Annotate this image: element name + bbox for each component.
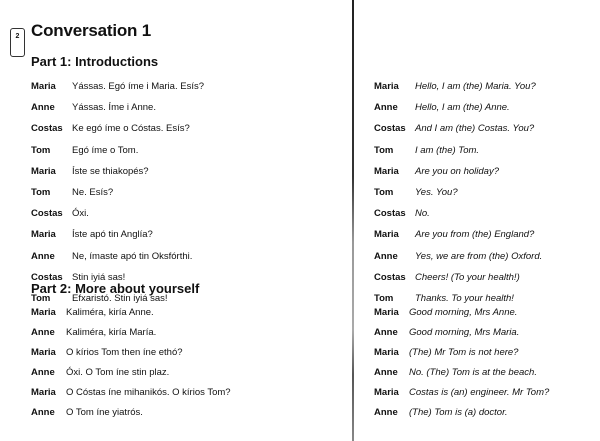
dialogue-line: [374, 140, 542, 161]
dialogue-line: [31, 203, 204, 224]
speaker-name: Tom: [31, 187, 51, 199]
speaker-name: Maria: [374, 165, 399, 177]
speaker-name: Maria: [31, 229, 56, 241]
speaker-name: Anne: [31, 326, 55, 338]
speaker-name: Maria: [374, 229, 399, 241]
english-line-text: (The) Mr Tom is not here?: [409, 346, 519, 358]
speaker-name: Maria: [31, 306, 56, 318]
speaker-name: Maria: [31, 346, 56, 358]
english-line-text: Costas is (an) engineer. Mr Tom?: [409, 386, 550, 398]
english-translation-part-2: [374, 302, 549, 422]
page-number-badge: 2: [10, 28, 25, 57]
speaker-name: Anne: [374, 102, 398, 114]
dialogue-line: [31, 161, 204, 182]
english-line-text: Cheers! (To your health!): [415, 271, 520, 283]
english-line-text: Thanks. To your health!: [415, 292, 514, 304]
greek-line-text: Íste apó tin Anglía?: [72, 229, 153, 241]
english-line-text: I am (the) Tom.: [415, 144, 480, 156]
dialogue-line: [31, 322, 231, 342]
speaker-name: Anne: [374, 326, 398, 338]
book-spine-divider: [352, 0, 354, 441]
page-title: Conversation 1: [31, 21, 152, 40]
speaker-name: Anne: [31, 250, 55, 262]
speaker-name: Maria: [31, 165, 56, 177]
speaker-name: Anne: [31, 406, 55, 418]
speaker-name: Costas: [31, 271, 63, 283]
greek-line-text: O Tom íne yiatrós.: [66, 406, 143, 418]
dialogue-line: [31, 382, 231, 402]
english-line-text: No.: [415, 208, 430, 220]
greek-line-text: O kírios Tom then íne ethó?: [66, 346, 183, 358]
dialogue-line: [31, 97, 204, 118]
dialogue-line: [31, 182, 204, 203]
speaker-name: Tom: [31, 292, 51, 304]
greek-line-text: Efxaristó. Stin iyiá sas!: [72, 292, 168, 304]
dialogue-line: [31, 118, 204, 139]
speaker-name: Anne: [374, 366, 398, 378]
english-line-text: No. (The) Tom is at the beach.: [409, 366, 537, 378]
dialogue-line: [31, 402, 231, 422]
greek-line-text: Óxi.: [72, 208, 89, 220]
speaker-name: Maria: [374, 386, 399, 398]
dialogue-line: [374, 246, 542, 267]
dialogue-line: [374, 342, 549, 362]
greek-line-text: Kaliméra, kiría Anne.: [66, 306, 154, 318]
speaker-name: Costas: [374, 208, 406, 220]
dialogue-line: [374, 362, 549, 382]
greek-line-text: Ne. Esís?: [72, 187, 114, 199]
dialogue-line: [31, 362, 231, 382]
speaker-name: Anne: [374, 250, 398, 262]
speaker-name: Tom: [374, 187, 394, 199]
greek-line-text: Íste se thiakopés?: [72, 165, 149, 177]
dialogue-line: [374, 182, 542, 203]
dialogue-line: [374, 267, 542, 288]
dialogue-line: [31, 267, 204, 288]
speaker-name: Maria: [374, 346, 399, 358]
greek-line-text: O Cóstas íne mihanikós. O kírios Tom?: [66, 386, 231, 398]
dialogue-line: [31, 224, 204, 245]
section-heading-part-1: Part 1: Introductions: [31, 54, 159, 69]
greek-line-text: Yássas. Íme i Anne.: [72, 102, 156, 114]
speaker-name: Costas: [31, 123, 63, 135]
dialogue-line: [374, 97, 542, 118]
english-line-text: (The) Tom is (a) doctor.: [409, 406, 508, 418]
english-line-text: Are you from (the) England?: [415, 229, 535, 241]
speaker-name: Maria: [31, 386, 56, 398]
dialogue-line: [31, 140, 204, 161]
speaker-name: Costas: [374, 271, 406, 283]
english-line-text: And I am (the) Costas. You?: [415, 123, 535, 135]
dialogue-line: [374, 161, 542, 182]
dialogue-line: [374, 382, 549, 402]
greek-dialogue-part-1: [31, 76, 204, 309]
english-line-text: Yes. You?: [415, 187, 458, 199]
speaker-name: Anne: [31, 102, 55, 114]
dialogue-line: [31, 246, 204, 267]
speaker-name: Tom: [374, 144, 394, 156]
dialogue-line: [374, 118, 542, 139]
section-heading-part-2: Part 2: More about yourself: [31, 281, 200, 296]
english-line-text: Good morning, Mrs Maria.: [409, 326, 520, 338]
greek-dialogue-part-2: [31, 302, 231, 422]
dialogue-line: [31, 76, 204, 97]
english-line-text: Good morning, Mrs Anne.: [409, 306, 518, 318]
dialogue-line: [374, 203, 542, 224]
greek-line-text: Ke egó íme o Cóstas. Esís?: [72, 123, 190, 135]
speaker-name: Tom: [31, 144, 51, 156]
dialogue-line: [374, 302, 549, 322]
greek-line-text: Ne, ímaste apó tin Oksfórthi.: [72, 250, 193, 262]
speaker-name: Maria: [374, 306, 399, 318]
english-translation-part-1: [374, 76, 542, 309]
greek-line-text: Yássas. Egó íme i Maria. Esís?: [72, 81, 204, 93]
dialogue-line: [374, 402, 549, 422]
speaker-name: Costas: [374, 123, 406, 135]
dialogue-line: [31, 342, 231, 362]
greek-line-text: Óxi. O Tom íne stin plaz.: [66, 366, 170, 378]
dialogue-line: [374, 322, 549, 342]
dialogue-line: [31, 302, 231, 322]
speaker-name: Anne: [374, 406, 398, 418]
speaker-name: Anne: [31, 366, 55, 378]
dialogue-line: [374, 76, 542, 97]
english-line-text: Are you on holiday?: [415, 165, 499, 177]
speaker-name: Tom: [374, 292, 394, 304]
greek-line-text: Egó íme o Tom.: [72, 144, 139, 156]
speaker-name: Costas: [31, 208, 63, 220]
dialogue-line: [374, 224, 542, 245]
speaker-name: Maria: [374, 81, 399, 93]
english-line-text: Hello, I am (the) Anne.: [415, 102, 510, 114]
greek-line-text: Kaliméra, kiría María.: [66, 326, 157, 338]
english-line-text: Yes, we are from (the) Oxford.: [415, 250, 543, 262]
greek-line-text: Stin iyiá sas!: [72, 271, 126, 283]
english-line-text: Hello, I am (the) Maria. You?: [415, 81, 536, 93]
speaker-name: Maria: [31, 81, 56, 93]
